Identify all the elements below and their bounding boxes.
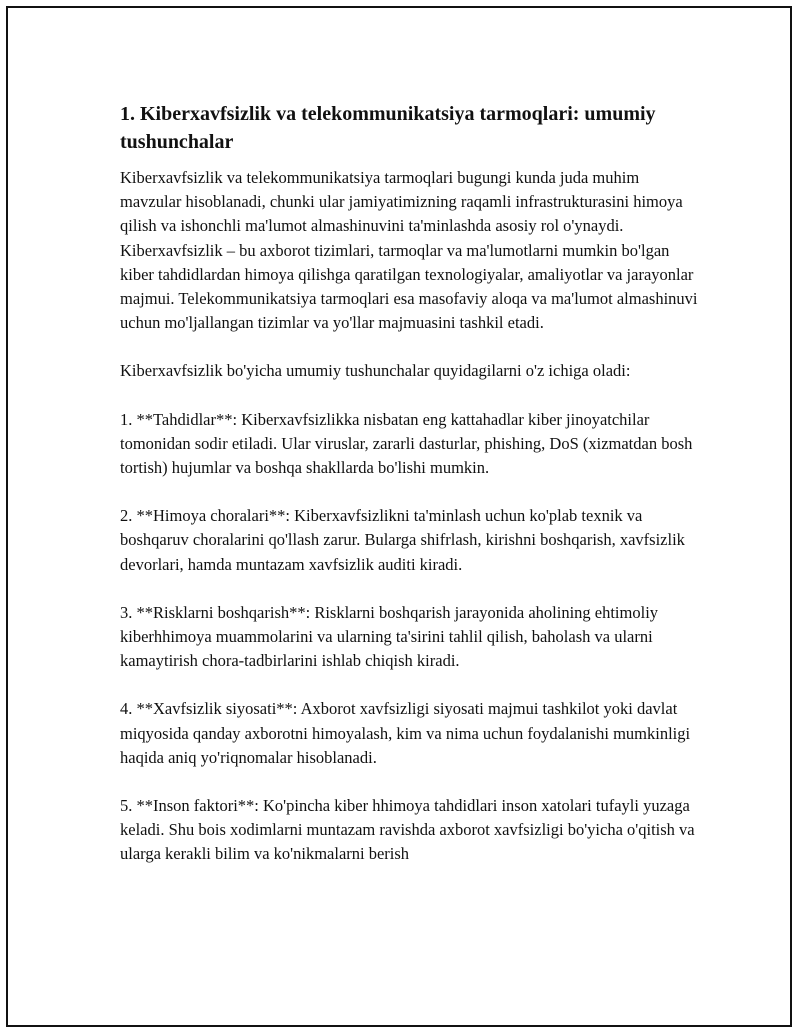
list-item-human-factor: 5. **Inson faktori**: Ko'pincha kiber hhimoya tahdidlari inson xatolari tufayli yuzaga keladi. Shu bois xodimlarni muntazam ravishda axborot xavfsizligi bo'yicha o'qitish va ularga kerakli bilim va ko'nikmalarni berish [120, 796, 695, 864]
document-body [120, 100, 704, 891]
list-item-threats: 1. **Tahdidlar**: Kiberxavfsizlikka nisbatan eng kattahadlar kiber jinoyatchilar tomonidan sodir etiladi. Ular viruslar, zararli dasturlar, phishing, DoS (xizmatdan bosh tortish) hujumlar va boshqa shakllarda bo'lishi mumkin. [120, 409, 693, 478]
intro-paragraph: Kiberxavfsizlik va telekommunikatsiya tarmoqlari bugungi kunda juda muhim mavzular hisoblanadi, chunki ular jamiyatimizning raqamli infrastrukturasini himoya qilish va ishonchli ma'lumot almashinuvini ta'minlashda asosiy rol o'ynaydi. Kiberxavfsizlik – bu axborot tizimlari, tarmoqlar va ma'lumotlarni mumkin bo'lgan kiber tahdidlardan himoya qilishga qaratilgan texnologiyalar, amaliyotlar va jarayonlar majmui. Telekommunikatsiya tarmoqlari esa masofaviy aloqa va ma'lumot almashinuvi uchun mo'ljallangan tizimlar va yo'llar majmuasini tashkil etadi. [120, 168, 698, 333]
list-item-risk-management: 3. **Risklarni boshqarish**: Risklarni boshqarish jarayonida aholining ehtimoliy kiberhhimoya muammolarini va ularning ta'sirini tahlil qilish, baholash va ularni kamaytirish chora-tadbirlarini ishlab chiqish kiradi. [120, 602, 659, 671]
page-frame [6, 6, 792, 1027]
list-item-security-policy: 4. **Xavfsizlik siyosati**: Axborot xavfsizligi siyosati majmui tashkilot yoki davlat miqyosida qanday axborotni himoyalash, kim va nima uchun foydalanishi mumkinligi haqida aniq yo'riqnomalar hisoblanadi. [120, 699, 691, 767]
list-item-protection: 2. **Himoya choralari**: Kiberxavfsizlikni ta'minlash uchun ko'plab texnik va boshqaruv choralarini qo'llash zarur. Bularga shifrlash, kirishni boshqarish, xavfsizlik devorlari, hamda muntazam xavfsizlik auditi kiradi. [120, 506, 685, 574]
overview-paragraph: Kiberxavfsizlik bo'yicha umumiy tushunchalar quyidagilarni o'z ichiga oladi: [120, 361, 631, 381]
page-title: 1. Kiberxavfsizlik va telekommunikatsiya tarmoqlari: umumiy tushunchalar [120, 103, 656, 153]
